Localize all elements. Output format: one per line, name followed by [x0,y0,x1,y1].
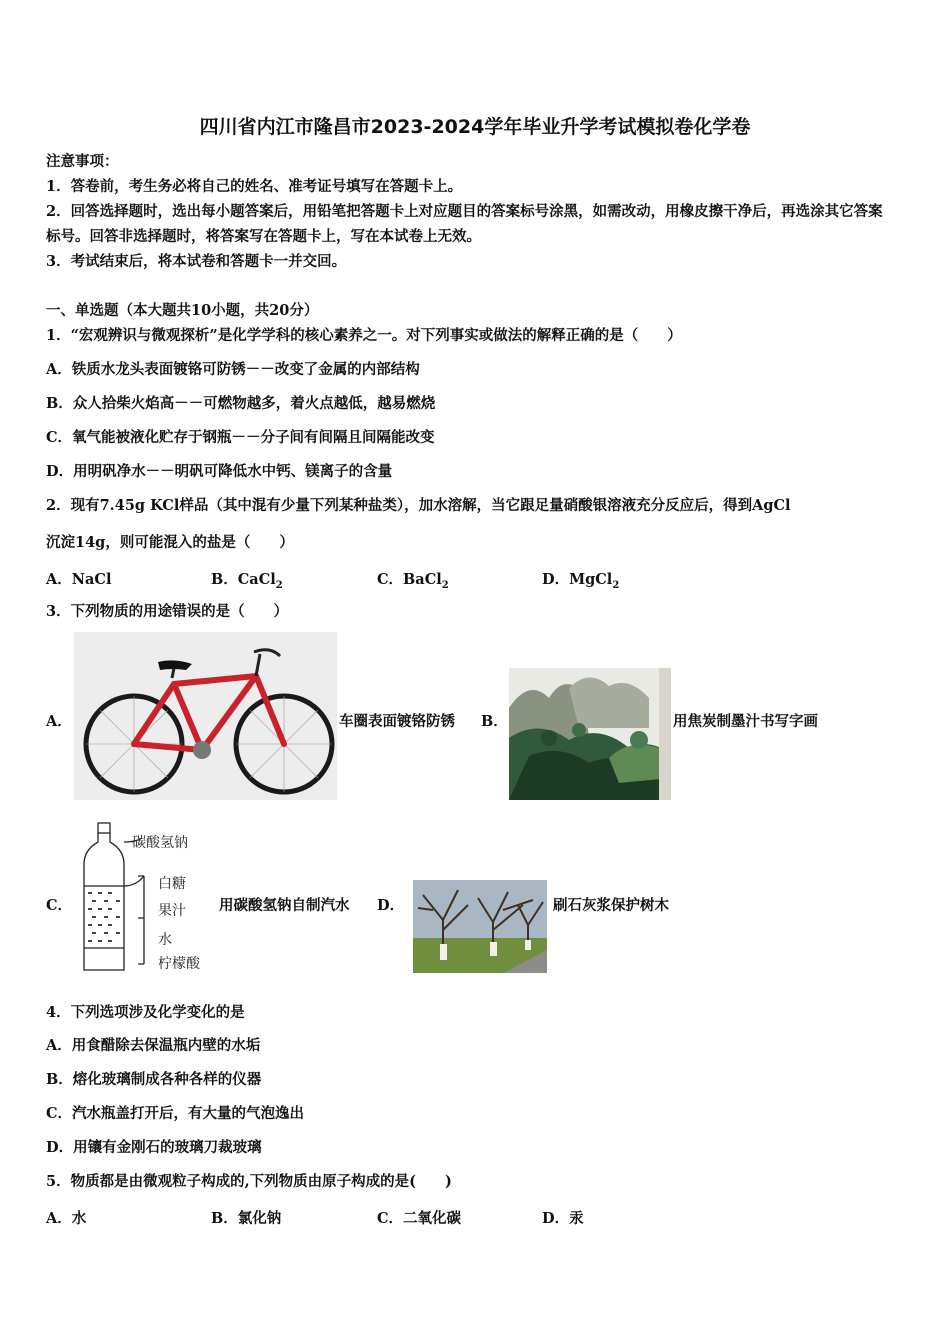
section-heading: 一、单选题（本大题共10小题，共20分） [46,302,319,319]
option-b: B．众人拾柴火焰高－－可燃物越多，着火点越低，越易燃烧 [46,395,436,412]
option-c-text: 用碳酸氢钠自制汽水 [219,897,350,914]
question-stem-continued: 沉淀14g，则可能混入的盐是（ ） [46,534,294,551]
question-stem: 3．下列物质的用途错误的是（ ） [46,603,289,620]
option-c: C．二氧化碳 [377,1210,462,1227]
option-a-label: A． [46,713,72,730]
option-c: C．汽水瓶盖打开后，有大量的气泡逸出 [46,1105,305,1122]
option-d: D．用镶有金刚石的玻璃刀裁玻璃 [46,1139,262,1156]
option-c: C．BaCl$_2$ [377,571,449,591]
option-d: D．MgCl$_2$ [542,571,620,591]
bicycle-image [74,632,337,800]
question-stem: 5．物质都是由微观粒子构成的,下列物质由原子构成的是( ) [46,1173,452,1190]
option-b: B．CaCl$_2$ [211,571,283,591]
option-c: C．氧气能被液化贮存于钢瓶－－分子间有间隔且间隔能改变 [46,429,435,446]
question-stem: 1．“宏观辨识与微观探析”是化学学科的核心素养之一。对下列事实或做法的解释正确的是（ ） [46,327,682,344]
ink-painting-image [509,668,671,800]
option-a: A．用食醋除去保温瓶内壁的水垢 [46,1037,261,1054]
question-stem: 2．现有7.45g KCl样品（其中混有少量下列某种盐类），加水溶解，当它跟足量硝酸银溶液充分反应后，得到AgCl [46,497,791,514]
page-title: 四川省内江市隆昌市2023-2024学年毕业升学考试模拟卷化学卷 [199,116,751,138]
option-a-text: 车圈表面镀铬防锈 [339,713,455,730]
bottle-diagram [78,820,218,975]
notice-item: 3．考试结束后，将本试卷和答题卡一并交回。 [46,253,347,270]
option-a: A．NaCl [46,571,112,588]
notice-item: 2．回答选择题时，选出每小题答案后，用铅笔把答题卡上对应题目的答案标号涂黑，如需改动，用橡皮擦干净后，再选涂其它答案标号。回答非选择题时，将答案写在答题卡上，写在本试卷上无效。 [46,203,883,245]
bottle-label: 水 [158,932,172,948]
trees-image [413,880,547,973]
option-c-label: C． [46,897,73,914]
option-a: A．水 [46,1210,87,1227]
option-b-label: B． [481,713,508,730]
notice-heading: 注意事项： [46,153,119,170]
option-d: D．用明矾净水－－明矾可降低水中钙、镁离子的含量 [46,463,393,480]
question-stem: 4．下列选项涉及化学变化的是 [46,1004,245,1021]
option-d-text: 刷石灰浆保护树木 [553,897,669,914]
notice-item: 1．答卷前，考生务必将自己的姓名、准考证号填写在答题卡上。 [46,178,463,195]
option-b-text: 用焦炭制墨汁书写字画 [673,713,818,730]
bottle-label: 柠檬酸 [158,956,200,972]
option-b: B．氯化钠 [211,1210,282,1227]
option-b: B．熔化玻璃制成各种各样的仪器 [46,1071,262,1088]
bottle-label: 碳酸氢钠 [132,835,188,851]
option-d-label: D． [377,897,405,914]
bottle-label: 果汁 [158,903,186,919]
option-a: A．铁质水龙头表面镀铬可防锈－－改变了金属的内部结构 [46,361,420,378]
bottle-label: 白糖 [158,876,186,892]
option-d: D．汞 [542,1210,584,1227]
